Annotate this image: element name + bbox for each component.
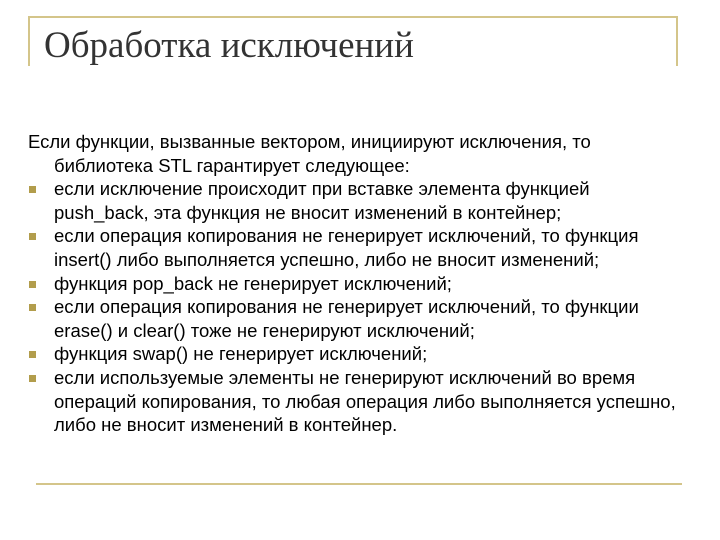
bullet-text: если операция копирования не генерирует исключений, то функция insert() либо выполняется успешно, либо не вносит изменений; (54, 225, 639, 270)
square-bullet-icon (29, 304, 36, 311)
bullet-list (28, 177, 688, 437)
frame-line-bottom (36, 483, 682, 485)
intro-paragraph: Если функции, вызванные вектором, инициируют исключения, то библиотека STL гарантирует следующее: (28, 131, 591, 176)
bullet-item (28, 224, 688, 271)
bullet-text: если используемые элементы не генерируют исключений во время операций копирования, то любая операция либо выполняется успешно, либо не вносит изменений в контейнер. (54, 366, 676, 436)
square-bullet-icon (29, 233, 36, 240)
bullet-item (28, 272, 688, 296)
square-bullet-icon (29, 351, 36, 358)
bullet-text: функция pop_back не генерирует исключений; (54, 272, 452, 294)
slide-title: Обработка исключений (44, 25, 414, 66)
bullet-item (28, 295, 688, 342)
slide-body (28, 130, 688, 437)
frame-line-left (28, 16, 30, 66)
frame-line-right (676, 16, 678, 66)
bullet-text: если исключение происходит при вставке элемента функцией push_back, эта функция не вносит изменений в контейнер; (54, 178, 590, 223)
bullet-item (28, 177, 688, 224)
bullet-text: если операция копирования не генерирует исключений, то функции erase() и clear() тоже не генерируют исключений; (54, 296, 639, 341)
bullet-item (28, 366, 688, 437)
bullet-text: функция swap() не генерирует исключений; (54, 343, 428, 365)
square-bullet-icon (29, 186, 36, 193)
bullet-item (28, 342, 688, 366)
frame-line-top (28, 16, 678, 18)
square-bullet-icon (29, 375, 36, 382)
square-bullet-icon (29, 281, 36, 288)
